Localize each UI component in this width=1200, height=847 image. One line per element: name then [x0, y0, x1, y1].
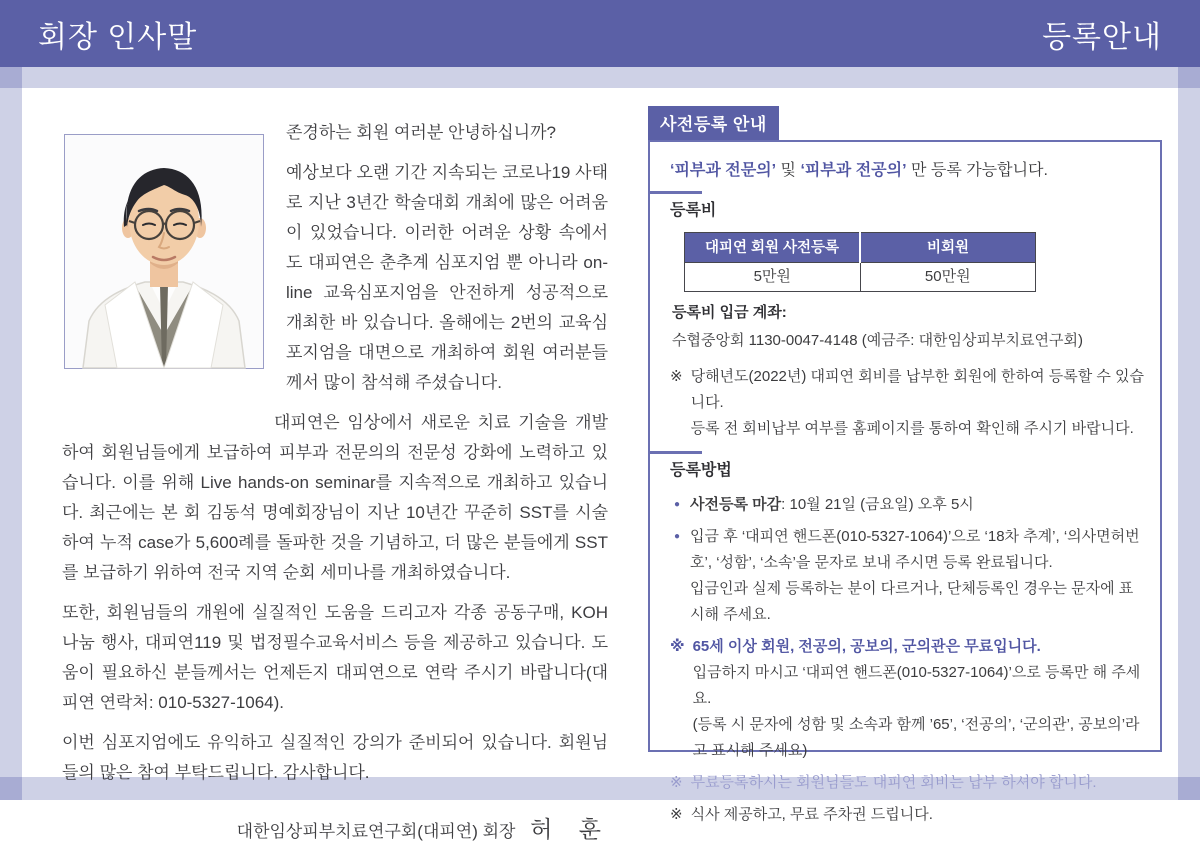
preregistration-badge: 사전등록 안내	[648, 106, 779, 140]
greeting-paragraph: 또한, 회원님들의 개원에 실질적인 도움을 드리고자 각종 공동구매, KOH 나눔 행사, 대피연119 및 법정필수교육서비스 등을 제공하고 있습니다. 도움이 필요하신 분들께서는 언제든지 대피연으로 연락 주시기 바랍니다(대피연 연락처: 010-5327-1064).	[62, 603, 608, 712]
corner-square	[0, 67, 22, 88]
account-number: 수협중앙회 1130-0047-4148 (예금주: 대한임상피부치료연구회)	[672, 332, 1083, 349]
membership-fee-note-text: 무료등록하시는 회원님들도 대피연 회비는 납부 하셔야 합니다.	[690, 774, 1097, 791]
signature-name: 허 훈	[530, 816, 602, 842]
free-note-line: (등록 시 문자에 성함 및 소속과 함께 ’65’, ‘전공의’, ‘군의관’, 공보의’라고 표시해 주세요)	[692, 716, 1140, 759]
corner-square	[1178, 777, 1200, 800]
eligibility-term: ‘피부과 전공의’	[800, 162, 907, 179]
membership-note-line: 당해년도(2022년) 대피연 회비를 납부한 회원에 한하여 등록할 수 있습니다.	[690, 368, 1145, 411]
greeting-paragraph: 예상보다 오랜 기간 지속되는 코로나19 사태로 지난 3년간 학술대회 개최에 많은 어려움이 있었습니다. 이러한 어려운 상황 속에서도 대피연은 춘추계 심포지엄 뿐 아니라 on-line 교육심포지엄을 안전하게 성공적으로 개최한 바 있습니다. 올해에는 2번의 교육심포지엄을 대면으로 개최하여 회원 여러분들께서 많이 참석해 주셨습니다.	[286, 163, 608, 392]
asterisk-marker: ※	[670, 638, 685, 655]
fee-table-header-cell: 대피연 회원 사전등록	[685, 233, 861, 263]
free-registration-note	[670, 634, 1146, 764]
chairman-photo	[64, 134, 264, 369]
asterisk-marker: ※	[670, 774, 683, 791]
header-left-title: 회장 인사말	[38, 20, 198, 54]
signature-org: 대한임상피부치료연구회(대피연) 회장	[236, 822, 516, 841]
greeting-paragraph: 대피연은 임상에서 새로운 치료 기술을 개발하여 회원님들에게 보급하여 피부과 전문의의 전문성 강화에 노력하고 있습니다. 이를 위해 Live hands-on seminar를 지속적으로 개최하고 있습니다. 최근에는 본 회 김동석 명예회장님이 지난 10년간 꾸준히 SST를 시술하여 누적 case가 5,600례를 돌파한 것을 기념하고, 더 많은 분들에게 SST를 보급하기 위하여 전국 지역 순회 세미나를 개최하였습니다.	[62, 413, 608, 582]
bullet-icon: ●	[674, 499, 681, 510]
membership-note-line: 등록 전 회비납부 여부를 홈페이지를 통하여 확인해 주시기 바랍니다.	[690, 420, 1134, 437]
eligibility-note	[670, 158, 1146, 184]
corner-square	[1178, 67, 1200, 88]
eligibility-text: 만 등록 가능합니다.	[906, 162, 1048, 179]
membership-fee-note	[670, 770, 1146, 796]
sms-registration-line: 입금인과 실제 등록하는 분이 다르거나, 단체등록인 경우는 문자에 표시해 주세요.	[690, 580, 1134, 623]
page-header	[0, 0, 1200, 67]
deadline-value: : 10월 21일 (금요일) 오후 5시	[781, 496, 974, 513]
meal-parking-note-text: 식사 제공하고, 무료 주차권 드립니다.	[690, 806, 933, 823]
corner-square	[0, 777, 22, 800]
free-note-line: 입금하지 마시고 ‘대피연 핸드폰(010-5327-1064)’으로 등록만 해 주세요.	[692, 664, 1141, 707]
deadline-label: 사전등록 마감	[690, 496, 782, 513]
sms-registration-item	[670, 524, 1146, 628]
meal-parking-note	[670, 802, 1146, 828]
right-strip	[1178, 88, 1200, 777]
free-note-headline: 65세 이상 회원, 전공의, 공보의, 군의관은 무료입니다.	[692, 638, 1041, 655]
fee-table-cell: 5만원	[685, 263, 861, 292]
signature	[62, 814, 608, 847]
eligibility-term: ‘피부과 전문의’	[670, 162, 777, 179]
chairman-greeting	[62, 118, 608, 847]
asterisk-marker: ※	[670, 368, 683, 385]
deadline-item	[670, 492, 1146, 518]
header-right-title: 등록안내	[1042, 20, 1162, 54]
fee-table-header-cell: 비회원	[860, 233, 1036, 263]
asterisk-marker: ※	[670, 806, 683, 823]
registration-box	[648, 140, 1162, 823]
greeting-paragraph: 이번 심포지엄에도 유익하고 실질적인 강의가 준비되어 있습니다. 회원님들의 많은 참여 부탁드립니다. 감사합니다.	[62, 733, 608, 782]
left-strip	[0, 88, 22, 777]
bullet-icon: ●	[674, 531, 681, 542]
top-band	[0, 67, 1200, 88]
account-label: 등록비 입금 계좌:	[672, 304, 787, 321]
method-section-title: 등록방법	[670, 458, 1146, 484]
fee-section-title: 등록비	[670, 198, 1146, 224]
fee-table-cell: 50만원	[860, 263, 1036, 292]
fee-table	[684, 232, 1036, 292]
membership-note	[670, 364, 1146, 442]
sms-registration-line: 입금 후 ‘대피연 핸드폰(010-5327-1064)’으로 ‘18차 추계’, ‘의사면허번호’, ‘성함’, ‘소속’을 문자로 보내 주시면 등록 완료됩니다.	[690, 528, 1140, 571]
greeting-paragraph: 존경하는 회원 여러분 안녕하십니까?	[286, 123, 556, 142]
eligibility-text: 및	[776, 162, 801, 179]
